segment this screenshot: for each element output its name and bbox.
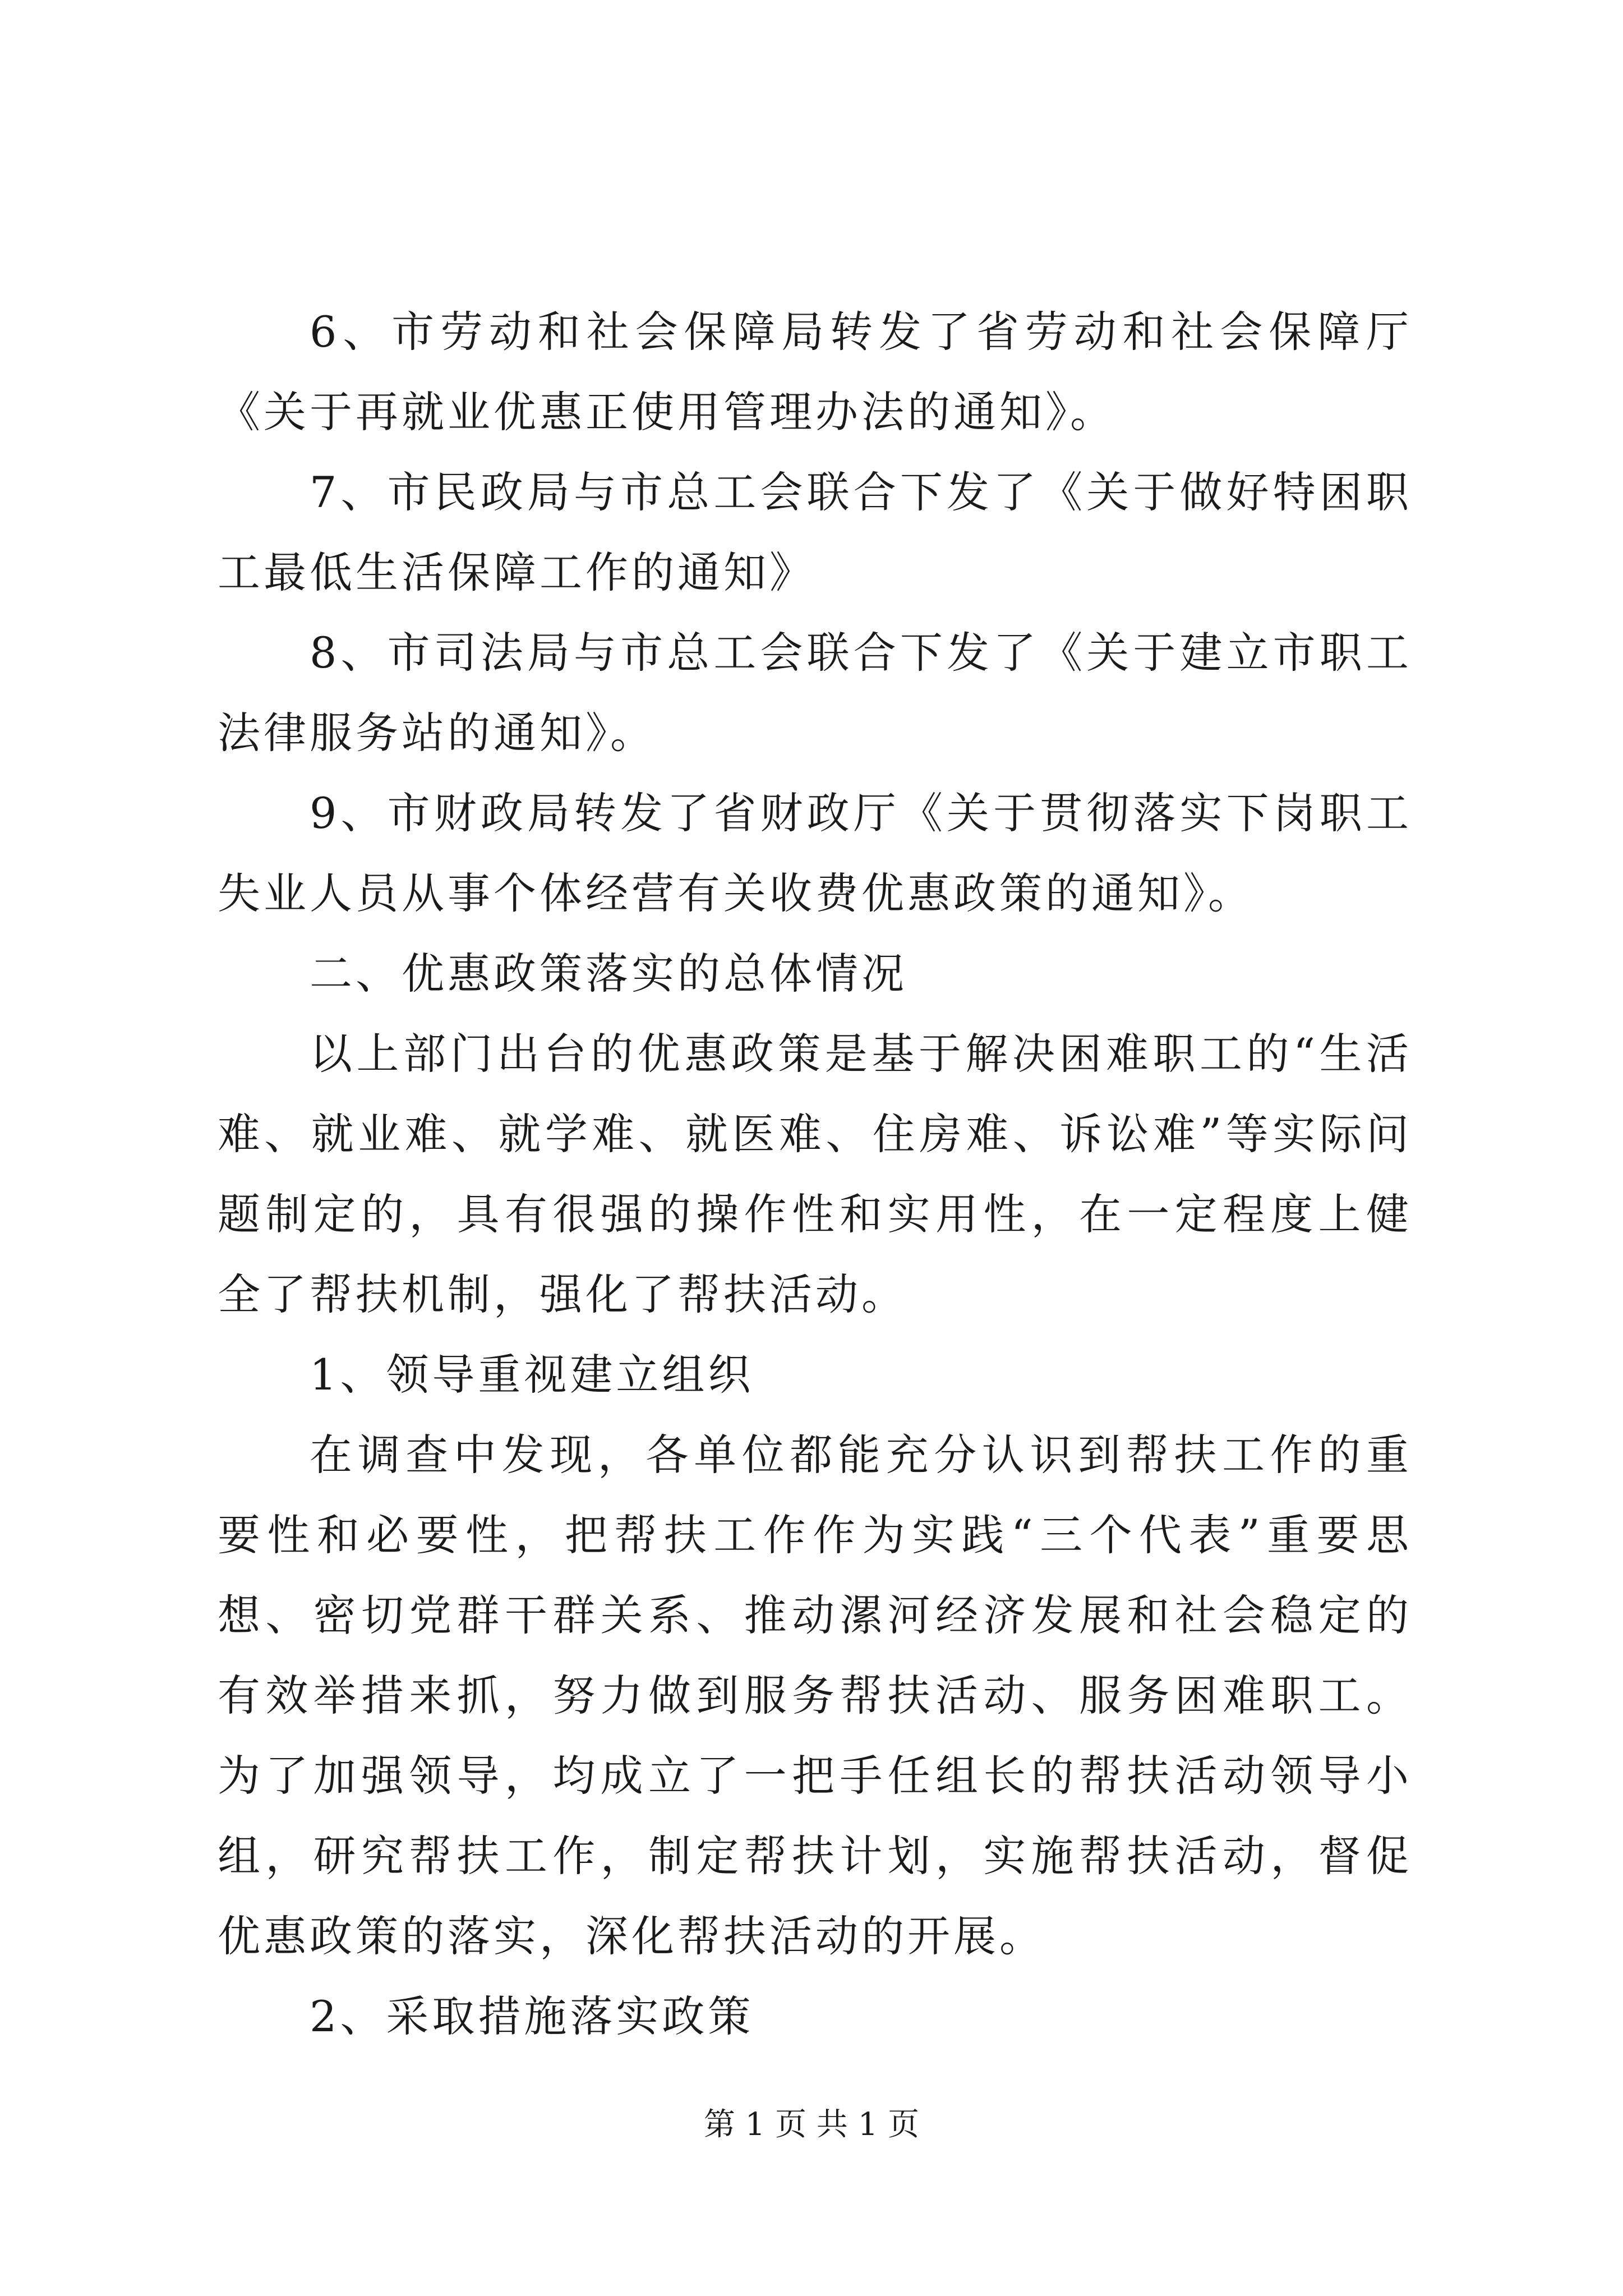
subheading-2: 2、采取措施落实政策: [310, 1991, 754, 2041]
subheading-1: 1、领导重视建立组织: [310, 1350, 754, 1400]
paragraph-item-7: 7、市民政局与市总工会联合下发了《关于做好特困职工最低生活保障工作的通知》: [218, 467, 1412, 597]
paragraph-item-8: 8、市司法局与市总工会联合下发了《关于建立市职工法律服务站的通知》。: [218, 628, 1412, 758]
paragraph-overview: 以上部门出台的优惠政策是基于解决困难职工的“生活难、就业难、就学难、就医难、住房难、诉讼难”等实际问题制定的，具有很强的操作性和实用性，在一定程度上健全了帮扶机制，强化了帮扶活动。: [218, 1029, 1412, 1319]
paragraph-item-6: 6、市劳动和社会保障局转发了省劳动和社会保障厅《关于再就业优惠正使用管理办法的通知》。: [218, 307, 1412, 437]
paragraph-item-9: 9、市财政局转发了省财政厅《关于贯彻落实下岗职工失业人员从事个体经营有关收费优惠政策的通知》。: [218, 788, 1412, 918]
section-heading-2: 二、优惠政策落实的总体情况: [310, 949, 907, 999]
page-footer: 第 1 页 共 1 页: [703, 2106, 920, 2143]
paragraph-leadership: 在调查中发现，各单位都能充分认识到帮扶工作的重要性和必要性，把帮扶工作作为实践“三个代表”重要思想、密切党群干群关系、推动漯河经济发展和社会稳定的有效举措来抓，努力做到服务帮扶活动、服务困难职工。为了加强领导，均成立了一把手任组长的帮扶活动领导小组，研究帮扶工作，制定帮扶计划，实施帮扶活动，督促优惠政策的落实，深化帮扶活动的开展。: [218, 1430, 1412, 1961]
document-body: [218, 292, 1412, 2056]
